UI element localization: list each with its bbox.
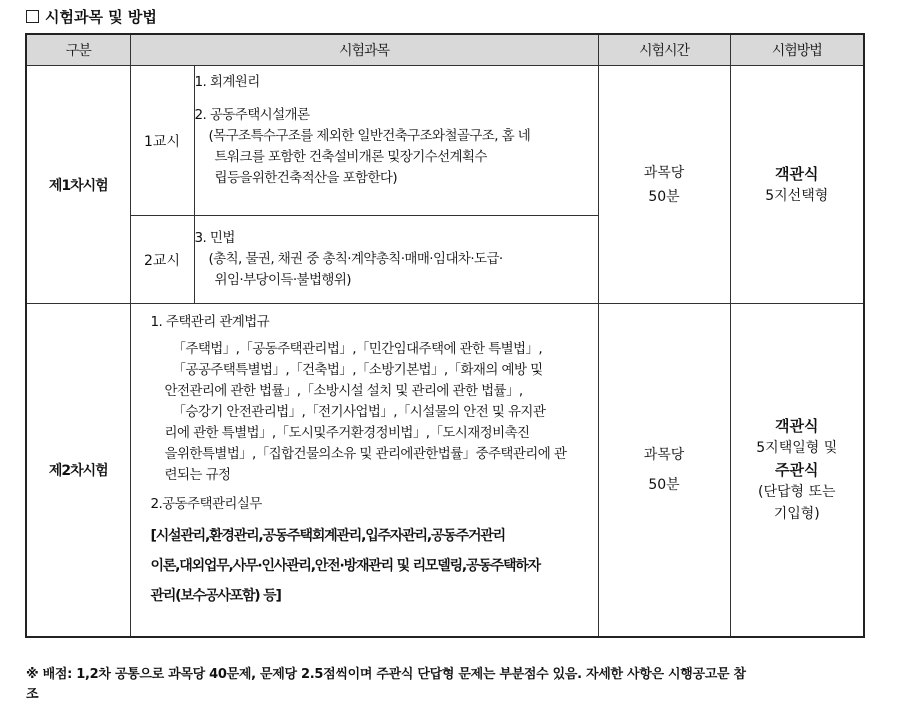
method-line: 객관식	[775, 164, 819, 183]
first-exam-label: 제1차시험	[26, 66, 130, 304]
subject-detail: 위임·부당이득·불법행위)	[214, 272, 351, 288]
session-2-subjects	[194, 216, 598, 304]
practice-line: 이론,대외업무,사무·인사관리,안전·방재관리 및 리모델링,공동주택하자	[150, 558, 540, 574]
subject-item: 1. 주택관리 관계법규	[150, 314, 270, 330]
first-exam-time	[598, 66, 730, 304]
practice-line: [시설관리,환경관리,공동주택회계관리,입주자관리,공동주거관리	[150, 528, 505, 544]
checkbox-icon	[26, 10, 39, 23]
time-line: 과목당	[643, 446, 685, 463]
second-exam-subjects	[130, 304, 598, 637]
footnote	[26, 665, 876, 705]
footnote-line: 조	[26, 687, 39, 702]
time-line: 50분	[648, 188, 680, 205]
method-line: 객관식	[775, 416, 819, 435]
time-line: 과목당	[643, 164, 685, 181]
subject-item: 2.공동주택관리실무	[150, 496, 262, 512]
first-exam-method	[730, 66, 864, 304]
second-exam-time	[598, 304, 730, 637]
method-line: (단답형 또는	[757, 483, 836, 500]
second-exam-method	[730, 304, 864, 637]
session-1-label: 1교시	[130, 66, 194, 216]
method-line: 5지선택형	[765, 187, 829, 204]
subject-item: 2. 공동주택시설개론	[194, 107, 310, 123]
section-heading-text: 시험과목 및 방법	[45, 8, 157, 26]
law-line: 리에 관한 특별법」,「도시및주거환경정비법」,「도시재정비촉진	[164, 425, 530, 441]
law-line: 련되는 규정	[164, 467, 231, 483]
subject-detail: (목구조특수구조를 제외한 일반건축구조와철골구조, 홈 네	[208, 128, 531, 144]
footnote-line: ※ 배점: 1,2차 공통으로 과목당 40문제, 문제당 2.5점씩이며 주관식 단답형 문제는 부분점수 있음. 자세한 사항은 시행공고문 참	[26, 667, 746, 682]
subject-detail: (총칙, 물권, 채권 중 총칙·계약총칙·매매·임대차·도급·	[208, 251, 503, 267]
law-line: 「공공주택특별법」,「건축법」,「소방기본법」,「화재의 예방 및	[172, 362, 543, 378]
practice-line: 관리(보수공사포함) 등]	[150, 588, 281, 604]
method-line: 기입형)	[773, 505, 820, 522]
table-row	[26, 304, 864, 637]
law-line: 을위한특별법」,「집합건물의소유 및 관리에관한법률」중주택관리에 관	[164, 446, 567, 462]
session-1-subjects	[194, 66, 598, 216]
subject-detail: 립등을위한건축적산을 포함한다)	[214, 170, 398, 186]
subject-detail: 트워크를 포함한 건축설비개론 및장기수선계획수	[214, 149, 487, 165]
exam-table	[25, 33, 865, 638]
law-line: 「주택법」,「공동주택관리법」,「민간임대주택에 관한 특별법」,	[172, 341, 543, 357]
section-heading	[26, 6, 157, 27]
law-line: 「승강기 안전관리법」,「전기사업법」,「시설물의 안전 및 유지관	[172, 404, 546, 420]
subject-item: 3. 민법	[194, 230, 235, 246]
table-header-row	[26, 34, 864, 66]
header-category: 구분	[26, 34, 130, 66]
header-method: 시험방법	[730, 34, 864, 66]
method-line: 주관식	[775, 460, 819, 479]
subject-item: 1. 회계원리	[194, 74, 260, 90]
header-subjects: 시험과목	[130, 34, 598, 66]
law-line: 안전관리에 관한 법률」,「소방시설 설치 및 관리에 관한 법률」,	[164, 383, 523, 399]
session-2-label: 2교시	[130, 216, 194, 304]
time-line: 50분	[648, 476, 680, 493]
table-row	[26, 66, 864, 216]
header-time: 시험시간	[598, 34, 730, 66]
method-line: 5지택일형 및	[756, 439, 838, 456]
second-exam-label: 제2차시험	[26, 304, 130, 637]
